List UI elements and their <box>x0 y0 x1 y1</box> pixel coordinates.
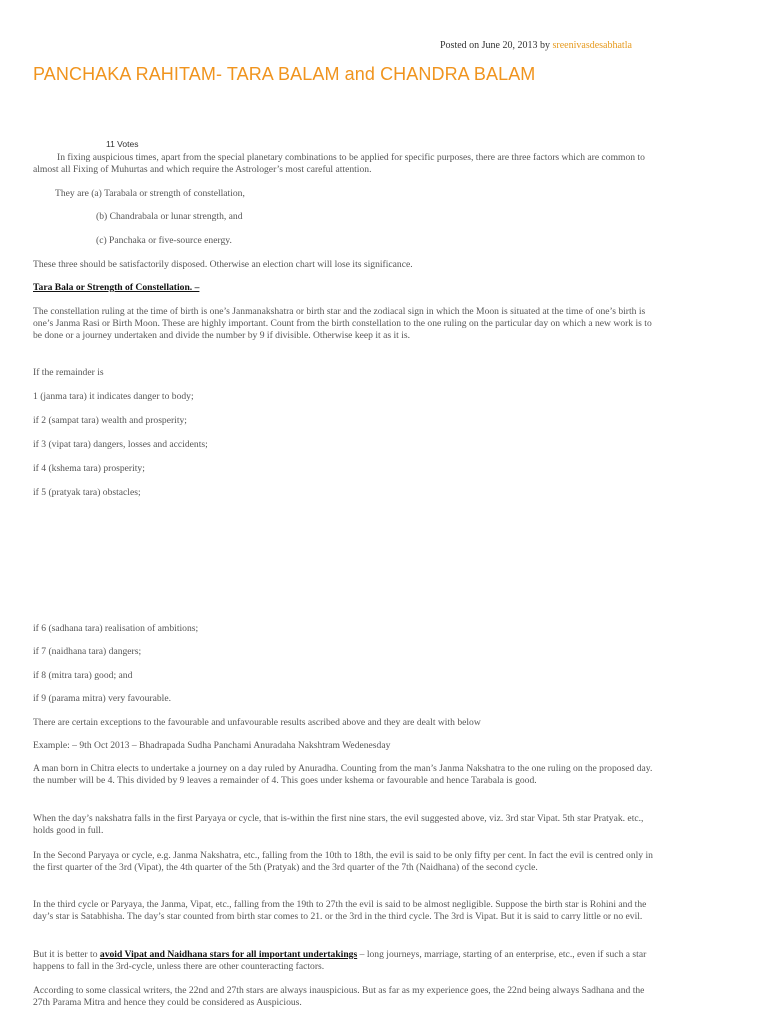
remainder-item-3: if 3 (vipat tara) dangers, losses and accidents; <box>33 439 208 450</box>
example-line: Example: – 9th Oct 2013 – Bhadrapada Sudha Panchami Anuradaha Nakshtram Wedenesday <box>33 740 391 751</box>
vote-count: 11 Votes <box>106 139 139 149</box>
list-item-a: They are (a) Tarabala or strength of constellation, <box>55 188 245 199</box>
remainder-item-1: 1 (janma tara) it indicates danger to body; <box>33 391 194 402</box>
better-suffix: – long journeys, marriage, starting of an enterprise, etc., even if such a star happens to fall in the 3rd-cycle, unless there are other counteracting factors. <box>33 949 647 973</box>
post-meta <box>440 40 632 51</box>
remainder-item-2: if 2 (sampat tara) wealth and prosperity; <box>33 415 187 426</box>
remainder-intro: If the remainder is <box>33 367 104 378</box>
better-highlight: avoid Vipat and Naidhana stars for all important undertakings <box>99 949 358 960</box>
remainder-item-5: if 5 (pratyak tara) obstacles; <box>33 487 141 498</box>
section-heading: Tara Bala or Strength of Constellation. – <box>33 282 200 293</box>
intro-paragraph: In fixing auspicious times, apart from the special planetary combinations to be applied for specific purposes, there are three factors which are common to almost all Fixing of Muhurtas and which require the Astrologer’s most careful attention. <box>33 152 645 176</box>
second-paryaya-paragraph: In the Second Paryaya or cycle, e.g. Janma Nakshatra, etc., falling from the 10th to 18th, the evil is said to be only fifty per cent. In fact the evil is centred only in the first quarter of the 3rd (Vipat), the 4th quarter of the 5th (Pratyak) and the 3rd quarter of the 7th (Naidhana) of the second cycle. <box>33 850 653 874</box>
third-cycle-paragraph: In the third cycle or Paryaya, the Janma, Vipat, etc., falling from the 19th to 27th the evil is said to be almost negligible. Suppose the birth star is Rohini and the day’s star is Satabhisha. The day’s star counted from birth star comes to 21. or the 3rd in the third cycle. The 3rd is Vipat. But it is said to carry little or no evil. <box>33 899 647 923</box>
first-paryaya-paragraph: When the day’s nakshatra falls in the first Paryaya or cycle, that is-within the first nine stars, the evil suggested above, viz. 3rd star Vipat. 5th star Pratyak. etc., holds good in full. <box>33 813 644 837</box>
remainder-item-6: if 6 (sadhana tara) realisation of ambitions; <box>33 623 199 634</box>
exceptions-paragraph: There are certain exceptions to the favourable and unfavourable results ascribed above and they are dealt with below <box>33 717 481 728</box>
posted-date-text: Posted on June 20, 2013 by <box>440 40 550 51</box>
remainder-item-9: if 9 (parama mitra) very favourable. <box>33 693 171 704</box>
better-paragraph <box>33 949 663 973</box>
author-link[interactable]: sreenivasdesabhatla <box>552 40 632 51</box>
remainder-item-7: if 7 (naidhana tara) dangers; <box>33 646 142 657</box>
better-prefix: But it is better to <box>33 949 98 960</box>
man-born-paragraph: A man born in Chitra elects to undertake a journey on a day ruled by Anuradha. Counting from the man’s Janma Nakshatra to the one ruling on the proposed day. the number will be 4. This divided by 9 leaves a remainder of 4. This goes under kshema or favourable and hence Tarabala is good. <box>33 763 653 787</box>
list-item-b: (b) Chandrabala or lunar strength, and <box>96 211 243 222</box>
classical-paragraph: According to some classical writers, the 22nd and 27th stars are always inauspicious. But as far as my experience goes, the 22nd being always Sadhana and the 27th Parama Mitra and hence they could be considered as Auspicious. <box>33 985 645 1009</box>
satisfy-paragraph: These three should be satisfactorily disposed. Otherwise an election chart will lose its significance. <box>33 259 413 270</box>
remainder-item-8: if 8 (mitra tara) good; and <box>33 670 133 681</box>
constellation-paragraph: The constellation ruling at the time of birth is one’s Janmanakshatra or birth star and the zodiacal sign in which the Moon is situated at the time of one’s birth is one’s Janma Rasi or Birth Moon. These are highly important. Count from the birth constellation to the one ruling on the particular day on which a new work is to be done or a journey undertaken and divide the number by 9 if divisible. Otherwise keep it as it is. <box>33 306 652 342</box>
list-item-c: (c) Panchaka or five-source energy. <box>96 235 232 246</box>
remainder-item-4: if 4 (kshema tara) prosperity; <box>33 463 145 474</box>
page-title: PANCHAKA RAHITAM- TARA BALAM and CHANDRA BALAM <box>33 64 536 84</box>
